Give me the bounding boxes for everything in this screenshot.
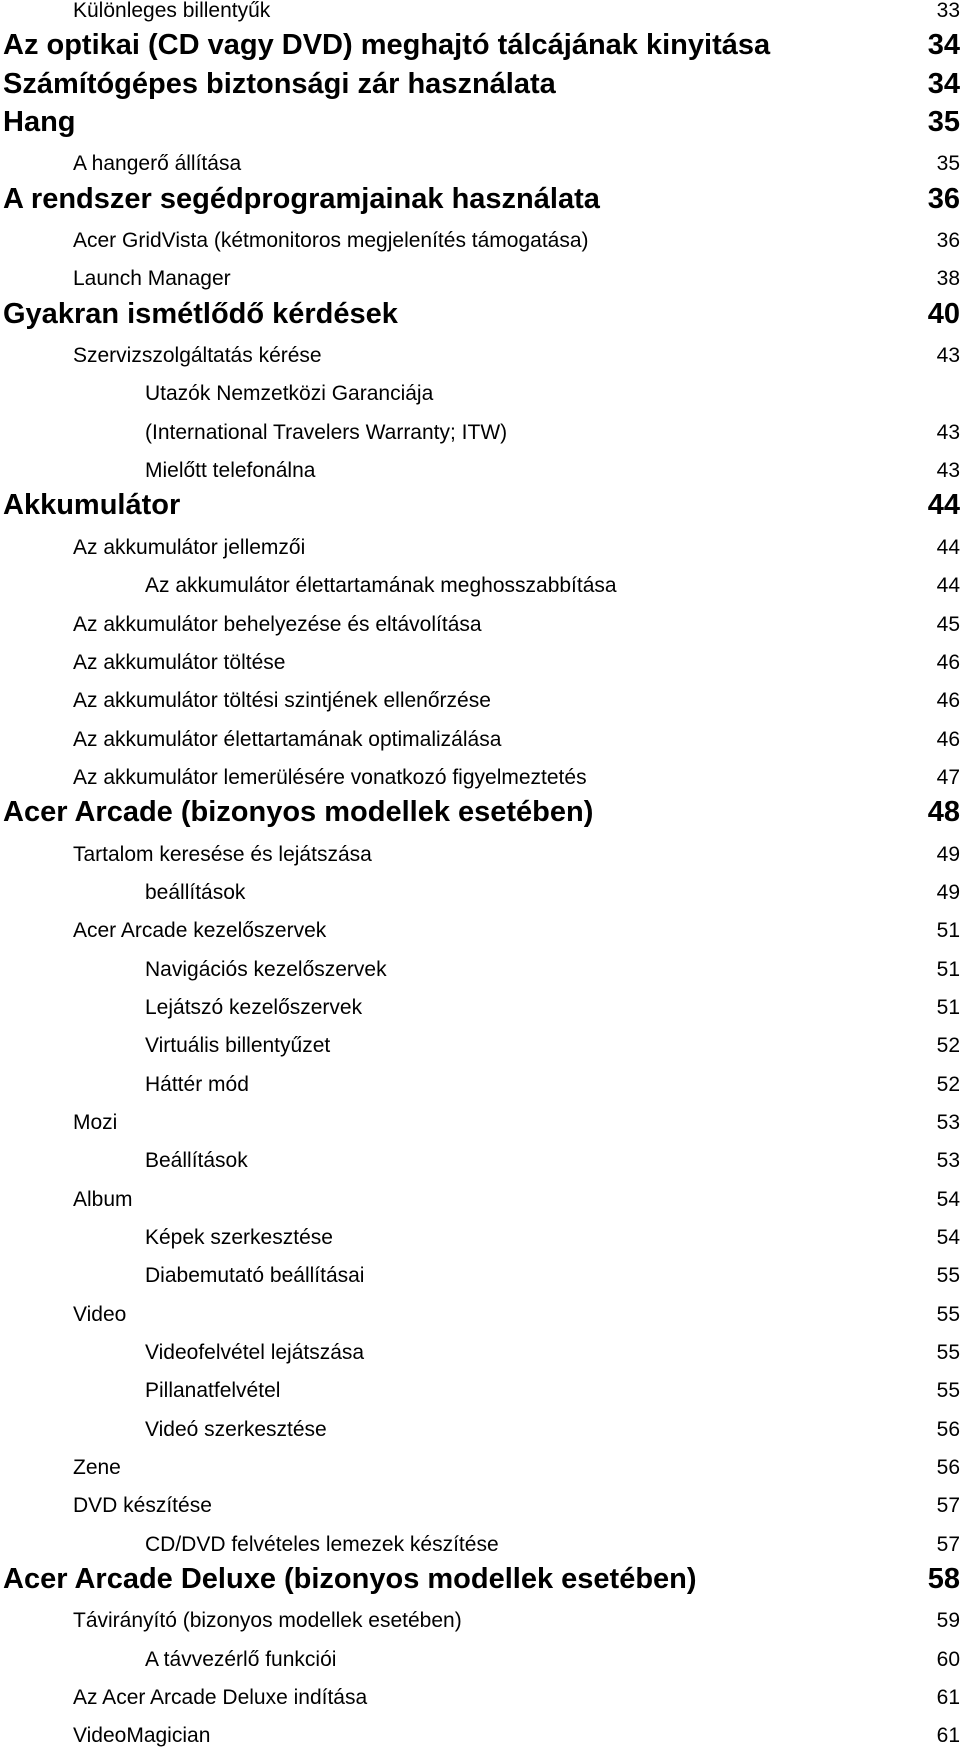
- toc-entry-page: 57: [936, 1494, 960, 1518]
- toc-entry[interactable]: [0, 336, 960, 374]
- toc-entry-page: 55: [936, 1379, 960, 1403]
- toc-entry[interactable]: [0, 1563, 960, 1601]
- toc-entry-page: 52: [936, 1072, 960, 1096]
- toc-entry-page: 46: [936, 727, 960, 751]
- toc-entry-page: 53: [936, 1149, 960, 1173]
- toc-entry-page: 45: [936, 612, 960, 636]
- toc-entry-title: Launch Manager: [73, 267, 231, 291]
- toc-entry-page: 51: [936, 919, 960, 943]
- toc-entry-page: 46: [936, 650, 960, 674]
- toc-entry[interactable]: [0, 758, 960, 796]
- toc-entry-page: 51: [936, 995, 960, 1019]
- toc-entry-title: Mielőtt telefonálna: [145, 459, 316, 483]
- toc-entry-title: Mozi: [73, 1110, 118, 1134]
- toc-entry-page: 44: [936, 535, 960, 559]
- toc-entry[interactable]: [0, 988, 960, 1026]
- toc-entry-title: Videofelvétel lejátszása: [145, 1341, 365, 1365]
- toc-entry-title: Videó szerkesztése: [145, 1417, 327, 1441]
- toc-entry[interactable]: [0, 67, 960, 105]
- toc-entry[interactable]: [0, 719, 960, 757]
- toc-entry-title: Gyakran ismétlődő kérdések: [3, 297, 398, 330]
- toc-entry[interactable]: [0, 0, 960, 29]
- toc-entry[interactable]: [0, 1179, 960, 1217]
- toc-entry[interactable]: [0, 182, 960, 220]
- toc-entry-page: 53: [936, 1110, 960, 1134]
- toc-entry-title: Az akkumulátor élettartamának meghosszabbítása: [145, 574, 617, 598]
- toc-entry-title: Az akkumulátor lemerülésére vonatkozó figyelmeztetés: [73, 765, 587, 789]
- toc-entry[interactable]: [0, 1601, 960, 1639]
- toc-entry[interactable]: [0, 1141, 960, 1179]
- toc-entry[interactable]: [0, 1486, 960, 1524]
- toc-entry-title: Hang: [3, 106, 76, 139]
- toc-entry-title: CD/DVD felvételes lemezek készítése: [145, 1532, 499, 1556]
- toc-entry[interactable]: [0, 1678, 960, 1716]
- toc-entry-page: 55: [936, 1302, 960, 1326]
- toc-entry[interactable]: [0, 681, 960, 719]
- toc-entry[interactable]: [0, 1218, 960, 1256]
- toc-entry[interactable]: [0, 1371, 960, 1409]
- toc-entry-title: Acer Arcade kezelőszervek: [73, 919, 327, 943]
- toc-entry-page: 43: [936, 344, 960, 368]
- toc-entry-title: Számítógépes biztonsági zár használata: [3, 67, 556, 100]
- toc-entry-page: 36: [927, 182, 960, 215]
- toc-entry-title: Különleges billentyűk: [73, 0, 271, 22]
- toc-entry-title: Utazók Nemzetközi Garanciája: [145, 382, 434, 406]
- toc-entry-title: Navigációs kezelőszervek: [145, 957, 387, 981]
- toc-entry[interactable]: [0, 1524, 960, 1562]
- toc-entry[interactable]: [0, 949, 960, 987]
- toc-entry-page: 54: [936, 1187, 960, 1211]
- toc-entry[interactable]: [0, 1639, 960, 1677]
- toc-entry[interactable]: [0, 834, 960, 872]
- toc-entry-title: Az akkumulátor töltése: [73, 650, 286, 674]
- toc-entry-page: 43: [936, 459, 960, 483]
- toc-entry-page: 46: [936, 689, 960, 713]
- toc-entry-page: 56: [936, 1456, 960, 1480]
- toc-entry-title: beállítások: [145, 880, 246, 904]
- toc-entry[interactable]: [0, 1716, 960, 1754]
- toc-entry-title: Képek szerkesztése: [145, 1226, 333, 1249]
- toc-entry[interactable]: [0, 412, 960, 450]
- toc-entry-page: 51: [936, 957, 960, 981]
- toc-entry-title: Lejátszó kezelőszervek: [145, 995, 363, 1019]
- toc-entry[interactable]: [0, 873, 960, 911]
- toc-entry-page: 44: [927, 489, 960, 522]
- toc-entry[interactable]: [0, 1256, 960, 1294]
- toc-entry-page: 35: [927, 106, 960, 139]
- toc-entry-title: Video: [73, 1302, 127, 1326]
- toc-entry-title: Távirányító (bizonyos modellek esetében): [73, 1609, 462, 1633]
- toc-entry-title: Háttér mód: [145, 1072, 249, 1096]
- toc-entry-title: Album: [73, 1187, 133, 1211]
- toc-entry[interactable]: [0, 29, 960, 67]
- toc-entry[interactable]: [0, 1026, 960, 1064]
- toc-entry[interactable]: [0, 144, 960, 182]
- toc-entry-page: 61: [936, 1686, 960, 1710]
- toc-entry[interactable]: [0, 796, 960, 834]
- toc-entry-page: 49: [936, 880, 960, 904]
- toc-entry[interactable]: [0, 1333, 960, 1371]
- toc-entry-page: 44: [936, 574, 960, 598]
- toc-entry-title: Zene: [73, 1456, 121, 1480]
- toc-entry-title: A távvezérlő funkciói: [145, 1647, 337, 1671]
- toc-entry-page: 52: [936, 1034, 960, 1058]
- toc-entry-title: DVD készítése: [73, 1494, 212, 1518]
- toc-entry-page: 38: [936, 267, 960, 291]
- toc-entry-title: Az optikai (CD vagy DVD) meghajtó tálcájának kinyitása: [3, 29, 771, 62]
- toc-entry-title: Akkumulátor: [3, 489, 181, 522]
- toc-entry[interactable]: [0, 221, 960, 259]
- toc-entry-page: 47: [936, 765, 960, 789]
- toc-entry-page: 61: [936, 1724, 960, 1748]
- toc-entry-title: Acer Arcade (bizonyos modellek esetében): [3, 796, 594, 829]
- toc-entry[interactable]: [0, 106, 960, 144]
- toc-entry[interactable]: [0, 1103, 960, 1141]
- toc-entry-title: Acer GridVista (kétmonitoros megjelenítés támogatása): [73, 229, 589, 253]
- toc-entry[interactable]: [0, 1409, 960, 1447]
- toc-entry-page: 34: [927, 67, 960, 100]
- toc-entry-title: Szervizszolgáltatás kérése: [73, 344, 322, 368]
- toc-entry-title: Az akkumulátor töltési szintjének ellenőrzése: [73, 689, 491, 713]
- toc-entry-page: 43: [936, 420, 960, 444]
- toc-entry-title: Pillanatfelvétel: [145, 1379, 281, 1403]
- toc-entry-page: 54: [936, 1226, 960, 1249]
- toc-entry[interactable]: [0, 1448, 960, 1486]
- toc-entry-page: 55: [936, 1341, 960, 1365]
- toc-entry-page: 57: [936, 1532, 960, 1556]
- toc-entry-page: 58: [927, 1563, 960, 1596]
- toc-entry-title: Az akkumulátor élettartamának optimalizálása: [73, 727, 502, 751]
- toc-entry-title: A hangerő állítása: [73, 152, 242, 176]
- toc-entry-title: Diabemutató beállításai: [145, 1264, 365, 1288]
- toc-entry-page: 49: [936, 842, 960, 866]
- toc-entry-page: 56: [936, 1417, 960, 1441]
- toc-entry-title: A rendszer segédprogramjainak használata: [3, 182, 600, 215]
- toc-entry-title: Az Acer Arcade Deluxe indítása: [73, 1686, 368, 1710]
- toc-entry-title: Az akkumulátor jellemzői: [73, 535, 306, 559]
- toc-entry-page: 33: [936, 0, 960, 22]
- toc-entry[interactable]: [0, 451, 960, 489]
- toc-entry-page: 34: [927, 29, 960, 62]
- toc-entry[interactable]: [0, 566, 960, 604]
- toc-entry[interactable]: [0, 374, 960, 412]
- toc-entry-page: 36: [936, 229, 960, 253]
- toc-entry[interactable]: [0, 643, 960, 681]
- toc-entry-title: Beállítások: [145, 1149, 248, 1173]
- toc-entry-page: 60: [936, 1647, 960, 1671]
- toc-entry[interactable]: [0, 1294, 960, 1332]
- toc-entry-page: 40: [927, 297, 960, 330]
- toc-entry[interactable]: [0, 297, 960, 335]
- toc-entry-page: 55: [936, 1264, 960, 1288]
- toc-entry[interactable]: [0, 1064, 960, 1102]
- toc-entry[interactable]: [0, 911, 960, 949]
- toc-entry[interactable]: [0, 527, 960, 565]
- toc-entry-page: 35: [936, 152, 960, 176]
- toc-entry[interactable]: [0, 259, 960, 297]
- toc-entry-title: Virtuális billentyűzet: [145, 1034, 331, 1058]
- toc-entry[interactable]: [0, 489, 960, 527]
- toc-entry-title: Acer Arcade Deluxe (bizonyos modellek esetében): [3, 1563, 697, 1596]
- toc-entry-title: (International Travelers Warranty; ITW): [145, 420, 508, 444]
- toc-entry[interactable]: [0, 604, 960, 642]
- toc-entry-title: Az akkumulátor behelyezése és eltávolítása: [73, 612, 482, 636]
- toc-entry-page: 59: [936, 1609, 960, 1633]
- toc-entry-title: VideoMagician: [73, 1724, 211, 1748]
- toc-entry-page: 48: [927, 796, 960, 829]
- toc-entry-title: Tartalom keresése és lejátszása: [73, 842, 372, 866]
